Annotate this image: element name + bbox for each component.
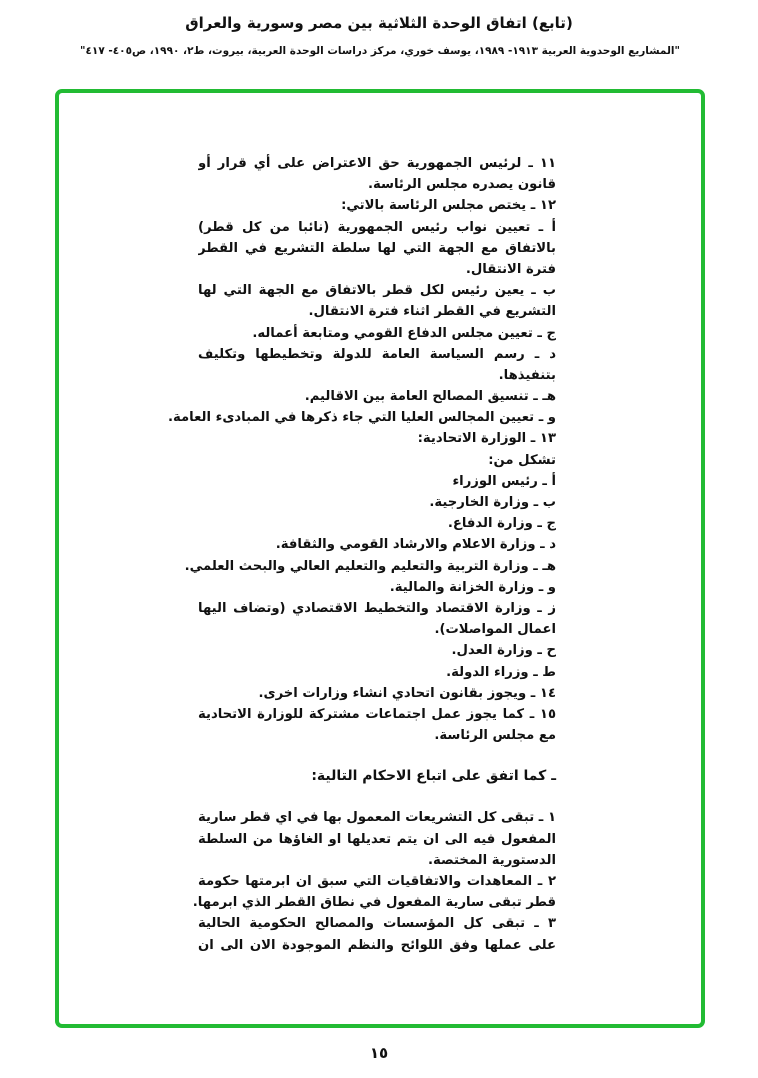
text-line: ح ـ وزارة العدل. (451, 643, 556, 659)
text-line: ٢ ـ المعاهدات والاتفاقيات التي سبق ان ابرمتها حكومة (198, 874, 556, 889)
text-line: و ـ وزارة الخزانة والمالية. (389, 579, 556, 595)
text-line: ج ـ تعيين مجلس الدفاع القومي ومتابعة أعماله. (252, 325, 556, 341)
document-body (167, 153, 556, 956)
text-line: ج ـ وزارة الدفاع. (447, 516, 556, 532)
source-citation: "المشاريع الوحدوية العربية ١٩١٣- ١٩٨٩، يوسف خوري، مركز دراسات الوحدة العربية، بيروت، ط٢، ١٩٩٠، ص٤٠٥- ٤١٧" (80, 45, 680, 57)
page-number: ١٥ (369, 1044, 389, 1062)
text-line: ١٣ ـ الوزارة الاتحادية: (417, 431, 556, 447)
text-line: الدستورية المختصة. (427, 852, 556, 868)
text-line: فترة الانتقال. (465, 261, 556, 277)
section-articles (167, 153, 556, 746)
text-line: اعمال المواصلات). (434, 622, 556, 638)
text-line: ٣ ـ تبقى كل المؤسسات والمصالح الحكومية الحالية (198, 916, 556, 932)
text-line: د ـ وزارة الاعلام والارشاد القومي والثقافة. (275, 537, 556, 553)
text-line: على عملها وفق اللوائح والنظم الموجودة الان الى ان (198, 937, 556, 953)
text-line: ز ـ وزارة الاقتصاد والتخطيط الاقتصادي (وتضاف اليها (198, 600, 556, 616)
text-line: ب ـ يعين رئيس لكل قطر بالاتفاق مع الجهة التي لها (198, 283, 556, 299)
text-line: ط ـ وزراء الدولة. (446, 664, 556, 680)
text-line: قطر تبقى سارية المفعول في نطاق القطر الذي ابرمها. (192, 895, 556, 911)
text-line: ١٤ ـ ويجوز بقانون اتحادي انشاء وزارات اخرى. (258, 685, 556, 701)
text-line: أ ـ تعيين نواب رئيس الجمهورية (نائبا من كل قطر) (198, 219, 556, 235)
text-line: أ ـ رئيس الوزراء (452, 473, 556, 489)
text-line: بتنفيذها. (498, 367, 556, 383)
text-line: ١٥ ـ كما يجوز عمل اجتماعات مشتركة للوزارة الاتحادية (198, 706, 556, 722)
text-line: ١٢ ـ يختص مجلس الرئاسة بالاتي: (341, 198, 556, 214)
section-heading: ـ كما اتفق على اتباع الاحكام التالية: (311, 768, 556, 785)
text-line: هـ ـ تنسيق المصالح العامة بين الاقاليم. (304, 389, 556, 405)
section-provisions (192, 807, 556, 955)
text-line: مع مجلس الرئاسة. (434, 728, 556, 744)
document-title: (تابع) اتفاق الوحدة الثلاثية بين مصر وسورية والعراق (185, 14, 573, 32)
text-line: د ـ رسم السياسة العامة للدولة وتخطيطها وتكليف (198, 346, 556, 362)
text-line: التشريع في القطر اثناء فترة الانتقال. (308, 304, 556, 320)
text-line: و ـ تعيين المجالس العليا التي جاء ذكرها في المبادىء العامة. (167, 410, 556, 426)
text-line: تشكل من: (488, 452, 556, 468)
text-line: بالاتفاق مع الجهة التي لها سلطة التشريع في القطر (198, 240, 556, 256)
text-line: المفعول فيه الى ان يتم تعديلها او الغاؤها من السلطة (198, 831, 556, 847)
text-line: ١ ـ تبقى كل التشريعات المعمول بها في اي قطر سارية (198, 810, 556, 826)
text-line: قانون يصدره مجلس الرئاسة. (367, 177, 556, 193)
text-line: ب ـ وزارة الخارجية. (429, 495, 556, 510)
text-line: هـ ـ وزارة التربية والتعليم والتعليم العالي والبحث العلمي. (184, 558, 556, 574)
text-line: ١١ ـ لرئيس الجمهورية حق الاعتراض على أي قرار أو (198, 156, 556, 171)
